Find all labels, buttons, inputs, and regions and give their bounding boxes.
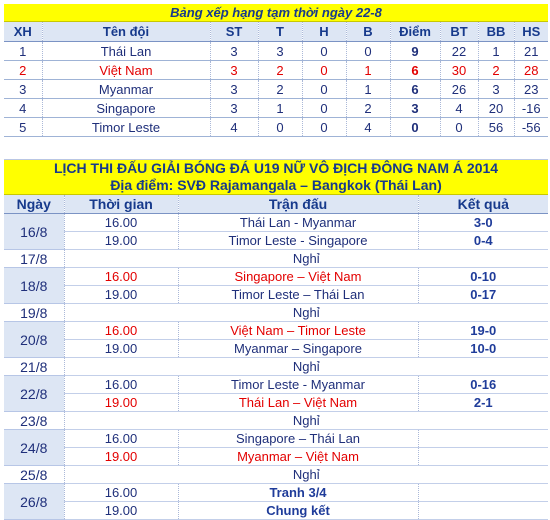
schedule-rest-row — [4, 304, 548, 322]
schedule-header-cell: Trận đấu — [178, 195, 418, 214]
standings-cell-team: Myanmar — [42, 80, 210, 99]
standings-header-cell: Tên đội — [42, 22, 210, 42]
standings-cell-lost: 1 — [346, 80, 390, 99]
match-time: 16.00 — [64, 484, 178, 502]
match-result: 0-17 — [418, 286, 548, 304]
match-result: 0-4 — [418, 232, 548, 250]
standings-cell-draw: 0 — [302, 118, 346, 137]
schedule-date: 19/8 — [4, 304, 64, 322]
standings-cell-points: 6 — [390, 80, 440, 99]
standings-header-cell: Điểm — [390, 22, 440, 42]
standings-cell-points: 3 — [390, 99, 440, 118]
standings-cell-played: 4 — [210, 118, 258, 137]
schedule-match-row — [4, 448, 548, 466]
rest-day-label: Nghỉ — [64, 358, 548, 376]
standings-cell-played: 3 — [210, 42, 258, 61]
standings-cell-won: 2 — [258, 61, 302, 80]
match-result: 19-0 — [418, 322, 548, 340]
standings-cell-draw: 0 — [302, 42, 346, 61]
rest-day-label: Nghỉ — [64, 466, 548, 484]
match-teams: Myanmar – Singapore — [178, 340, 418, 358]
standings-cell-rank: 1 — [4, 42, 42, 61]
standings-cell-lost: 4 — [346, 118, 390, 137]
standings-cell-played: 3 — [210, 80, 258, 99]
standings-cell-draw: 0 — [302, 80, 346, 99]
standings-header-cell: ST — [210, 22, 258, 42]
standings-cell-team: Singapore — [42, 99, 210, 118]
standings-cell-lost: 1 — [346, 61, 390, 80]
standings-cell-gf: 30 — [440, 61, 478, 80]
standings-cell-won: 0 — [258, 118, 302, 137]
schedule-match-row — [4, 376, 548, 394]
match-time: 19.00 — [64, 286, 178, 304]
standings-cell-won: 1 — [258, 99, 302, 118]
match-result — [418, 430, 548, 448]
standings-cell-ga: 3 — [478, 80, 514, 99]
match-teams: Timor Leste – Thái Lan — [178, 286, 418, 304]
standings-cell-gf: 0 — [440, 118, 478, 137]
standings-header-cell: H — [302, 22, 346, 42]
schedule-match-row — [4, 502, 548, 520]
schedule-rest-row — [4, 358, 548, 376]
match-time: 19.00 — [64, 448, 178, 466]
schedule-date: 23/8 — [4, 412, 64, 430]
match-time: 16.00 — [64, 322, 178, 340]
match-teams: Timor Leste - Myanmar — [178, 376, 418, 394]
schedule-match-row — [4, 340, 548, 358]
standings-cell-gf: 4 — [440, 99, 478, 118]
standings-table — [4, 4, 548, 137]
standings-cell-rank: 4 — [4, 99, 42, 118]
match-teams: Tranh 3/4 — [178, 484, 418, 502]
match-teams: Việt Nam – Timor Leste — [178, 322, 418, 340]
schedule-date: 24/8 — [4, 430, 64, 466]
match-teams: Singapore – Thái Lan — [178, 430, 418, 448]
match-result: 3-0 — [418, 214, 548, 232]
standings-cell-lost: 2 — [346, 99, 390, 118]
standings-cell-gd: 21 — [514, 42, 548, 61]
standings-cell-ga: 56 — [478, 118, 514, 137]
match-result: 2-1 — [418, 394, 548, 412]
schedule-date: 21/8 — [4, 358, 64, 376]
match-teams: Thái Lan - Myanmar — [178, 214, 418, 232]
standings-cell-gd: 23 — [514, 80, 548, 99]
schedule-venue: Địa điểm: SVĐ Rajamangala – Bangkok (Thái Lan) — [4, 177, 548, 195]
standings-cell-draw: 0 — [302, 61, 346, 80]
standings-cell-gd: -56 — [514, 118, 548, 137]
rest-day-label: Nghỉ — [64, 304, 548, 322]
standings-header-cell: BB — [478, 22, 514, 42]
standings-row — [4, 99, 548, 118]
standings-header-cell: B — [346, 22, 390, 42]
standings-cell-rank: 2 — [4, 61, 42, 80]
standings-row — [4, 42, 548, 61]
match-time: 16.00 — [64, 268, 178, 286]
standings-cell-ga: 20 — [478, 99, 514, 118]
standings-title: Bảng xếp hạng tạm thời ngày 22-8 — [4, 4, 548, 22]
schedule-match-row — [4, 214, 548, 232]
schedule-match-row — [4, 430, 548, 448]
standings-cell-gf: 22 — [440, 42, 478, 61]
standings-header-cell: T — [258, 22, 302, 42]
standings-cell-points: 9 — [390, 42, 440, 61]
schedule-header-cell: Kết quả — [418, 195, 548, 214]
standings-cell-played: 3 — [210, 99, 258, 118]
standings-cell-rank: 5 — [4, 118, 42, 137]
match-time: 19.00 — [64, 340, 178, 358]
schedule-table — [4, 159, 548, 520]
schedule-match-row — [4, 286, 548, 304]
standings-header-row — [4, 22, 548, 42]
schedule-date: 25/8 — [4, 466, 64, 484]
standings-row — [4, 61, 548, 80]
standings-cell-gd: -16 — [514, 99, 548, 118]
match-time: 19.00 — [64, 232, 178, 250]
standings-cell-won: 3 — [258, 42, 302, 61]
match-time: 16.00 — [64, 430, 178, 448]
schedule-header-cell: Ngày — [4, 195, 64, 214]
schedule-date: 26/8 — [4, 484, 64, 520]
schedule-rest-row — [4, 412, 548, 430]
schedule-rest-row — [4, 250, 548, 268]
standings-cell-lost: 0 — [346, 42, 390, 61]
schedule-match-row — [4, 268, 548, 286]
standings-row — [4, 118, 548, 137]
standings-cell-played: 3 — [210, 61, 258, 80]
standings-cell-gf: 26 — [440, 80, 478, 99]
schedule-date: 22/8 — [4, 376, 64, 412]
schedule-match-row — [4, 232, 548, 250]
standings-cell-draw: 0 — [302, 99, 346, 118]
standings-cell-won: 2 — [258, 80, 302, 99]
standings-header-cell: HS — [514, 22, 548, 42]
match-result: 10-0 — [418, 340, 548, 358]
standings-cell-ga: 2 — [478, 61, 514, 80]
schedule-header-cell: Thời gian — [64, 195, 178, 214]
match-teams: Thái Lan – Việt Nam — [178, 394, 418, 412]
standings-header-cell: XH — [4, 22, 42, 42]
match-time: 16.00 — [64, 376, 178, 394]
schedule-match-row — [4, 484, 548, 502]
match-result: 0-16 — [418, 376, 548, 394]
match-teams: Chung kết — [178, 502, 418, 520]
standings-cell-team: Việt Nam — [42, 61, 210, 80]
schedule-date: 18/8 — [4, 268, 64, 304]
match-teams: Timor Leste - Singapore — [178, 232, 418, 250]
standings-cell-team: Timor Leste — [42, 118, 210, 137]
schedule-match-row — [4, 322, 548, 340]
schedule-rest-row — [4, 466, 548, 484]
schedule-date: 16/8 — [4, 214, 64, 250]
schedule-date: 20/8 — [4, 322, 64, 358]
match-time: 19.00 — [64, 394, 178, 412]
standings-cell-rank: 3 — [4, 80, 42, 99]
standings-cell-points: 6 — [390, 61, 440, 80]
match-teams: Singapore – Việt Nam — [178, 268, 418, 286]
match-time: 19.00 — [64, 502, 178, 520]
match-result — [418, 448, 548, 466]
rest-day-label: Nghỉ — [64, 250, 548, 268]
schedule-date: 17/8 — [4, 250, 64, 268]
standings-cell-team: Thái Lan — [42, 42, 210, 61]
rest-day-label: Nghỉ — [64, 412, 548, 430]
standings-cell-points: 0 — [390, 118, 440, 137]
match-teams: Myanmar – Việt Nam — [178, 448, 418, 466]
schedule-match-row — [4, 394, 548, 412]
standings-cell-gd: 28 — [514, 61, 548, 80]
schedule-header-row — [4, 195, 548, 214]
match-result: 0-10 — [418, 268, 548, 286]
standings-header-cell: BT — [440, 22, 478, 42]
standings-row — [4, 80, 548, 99]
match-time: 16.00 — [64, 214, 178, 232]
schedule-title: LỊCH THI ĐẤU GIẢI BÓNG ĐÁ U19 NỮ VÔ ĐỊCH ĐÔNG NAM Á 2014 — [4, 160, 548, 178]
match-result — [418, 502, 548, 520]
standings-cell-ga: 1 — [478, 42, 514, 61]
match-result — [418, 484, 548, 502]
